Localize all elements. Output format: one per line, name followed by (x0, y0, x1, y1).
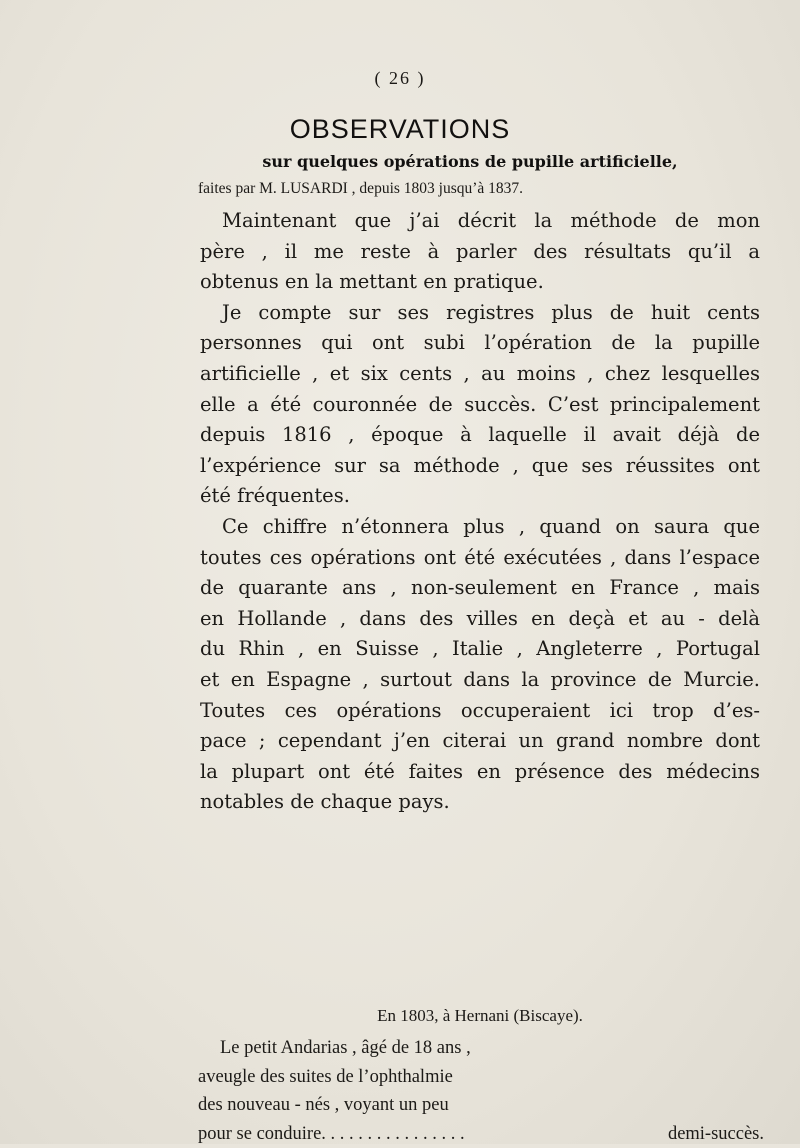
body-line: de quarante ans , non-seulement en France , mais (200, 573, 760, 604)
case-line: des nouveau - nés , voyant un peu (198, 1091, 764, 1120)
body-line: été fréquentes. (200, 481, 760, 512)
body-line: depuis 1816 , époque à laquelle il avait déjà de (200, 420, 760, 451)
body-text (200, 206, 760, 818)
body-line: père , il me reste à parler des résultats qu’il a (200, 237, 760, 268)
body-line: personnes qui ont subi l’opération de la pupille (200, 328, 760, 359)
body-line: et en Espagne , surtout dans la province de Murcie. (200, 665, 760, 696)
body-line: l’expérience sur sa méthode , que ses réussites ont (200, 451, 760, 482)
case-entry (198, 1034, 764, 1148)
case-line: pour se conduire. . . . . . . . . . . . . . . . (198, 1120, 465, 1148)
body-line: Je compte sur ses registres plus de huit cents (200, 298, 760, 329)
body-line: artificielle , et six cents , au moins , chez lesquelles (200, 359, 760, 390)
body-line: Toutes ces opérations occuperaient ici trop d’es- (200, 696, 760, 727)
body-line: toutes ces opérations ont été exécutées , dans l’espace (200, 543, 760, 574)
case-result: demi-succès. (668, 1120, 764, 1148)
case-line: Le petit Andarias , âgé de 18 ans , (198, 1034, 764, 1063)
byline: faites par M. LUSARDI , depuis 1803 jusqu’à 1837. (198, 180, 758, 198)
body-line: pace ; cependant j’en citerai un grand nombre dont (200, 726, 760, 757)
body-line: Maintenant que j’ai décrit la méthode de mon (200, 206, 760, 237)
body-line: du Rhin , en Suisse , Italie , Angleterre , Portugal (200, 634, 760, 665)
body-line: elle a été couronnée de succès. C’est principalement (200, 390, 760, 421)
page-title: OBSERVATIONS (0, 114, 800, 145)
body-line: en Hollande , dans des villes en deçà et au - delà (200, 604, 760, 635)
body-line: obtenus en la mettant en pratique. (200, 267, 760, 298)
case-line: aveugle des suites de l’ophthalmie (198, 1063, 764, 1092)
body-line: la plupart ont été faites en présence des médecins (200, 757, 760, 788)
page-subtitle: sur quelques opérations de pupille artificielle, (200, 152, 740, 171)
case-heading: En 1803, à Hernani (Biscaye). (0, 1006, 800, 1026)
page-number: ( 26 ) (0, 68, 800, 89)
body-line: Ce chiffre n’étonnera plus , quand on saura que (200, 512, 760, 543)
body-line: notables de chaque pays. (200, 787, 760, 818)
